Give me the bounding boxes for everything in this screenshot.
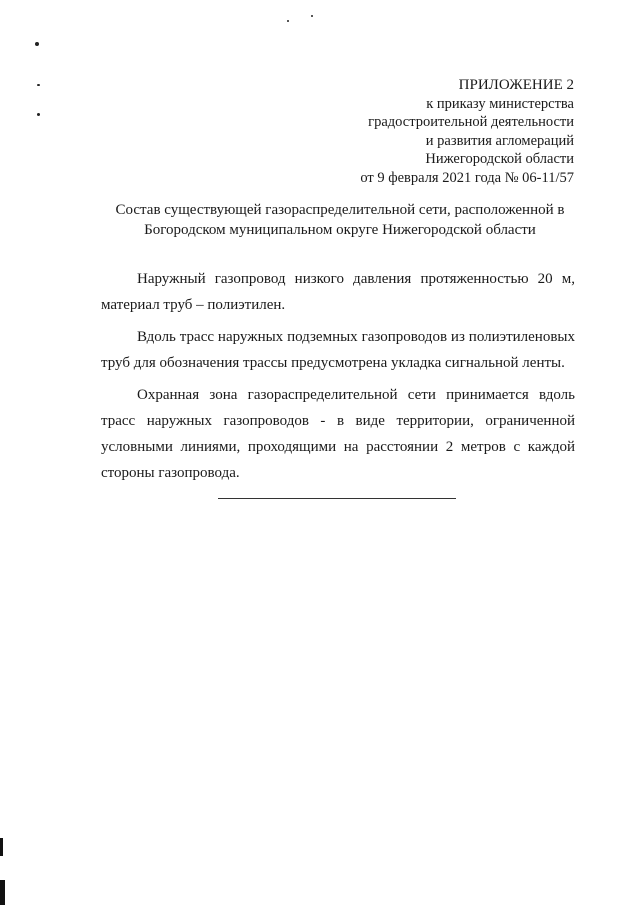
appendix-line: к приказу министерства [426,95,574,112]
body-paragraph: Охранная зона газораспределительной сети принимается вдоль трасс наружных газопроводов - в виде территории, ограниченной условными линиями, проходящими на расстоянии 2 метров с каждой стороны газопровода. [101,387,575,481]
document-title [90,201,590,240]
scan-speck [37,84,40,86]
appendix-order-date: от 9 февраля 2021 года № 06-11/57 [360,169,574,186]
appendix-line: Нижегородской области [425,151,574,168]
document-title-line: Богородском муниципальном округе Нижегородской области [144,221,536,238]
body-paragraph: Наружный газопровод низкого давления протяженностью 20 м, материал труб – полиэтилен. [101,271,575,313]
body-paragraph: Вдоль трасс наружных подземных газопроводов из полиэтиленовых труб для обозначения трассы предусмотрена укладка сигнальной ленты. [101,329,575,371]
scan-edge-mark [0,880,5,905]
scan-speck [311,15,313,17]
scan-edge-mark [0,838,3,856]
document-body [101,266,575,492]
scan-speck [37,113,40,116]
appendix-header [360,76,574,188]
appendix-line: и развития агломераций [425,132,574,149]
end-divider [218,498,456,499]
document-title-line: Состав существующей газораспределительной сети, расположенной в [115,202,565,218]
scan-speck [287,20,289,22]
appendix-line: градостроительной деятельности [368,114,574,131]
appendix-title: ПРИЛОЖЕНИЕ 2 [458,77,574,93]
scan-speck [35,42,39,46]
